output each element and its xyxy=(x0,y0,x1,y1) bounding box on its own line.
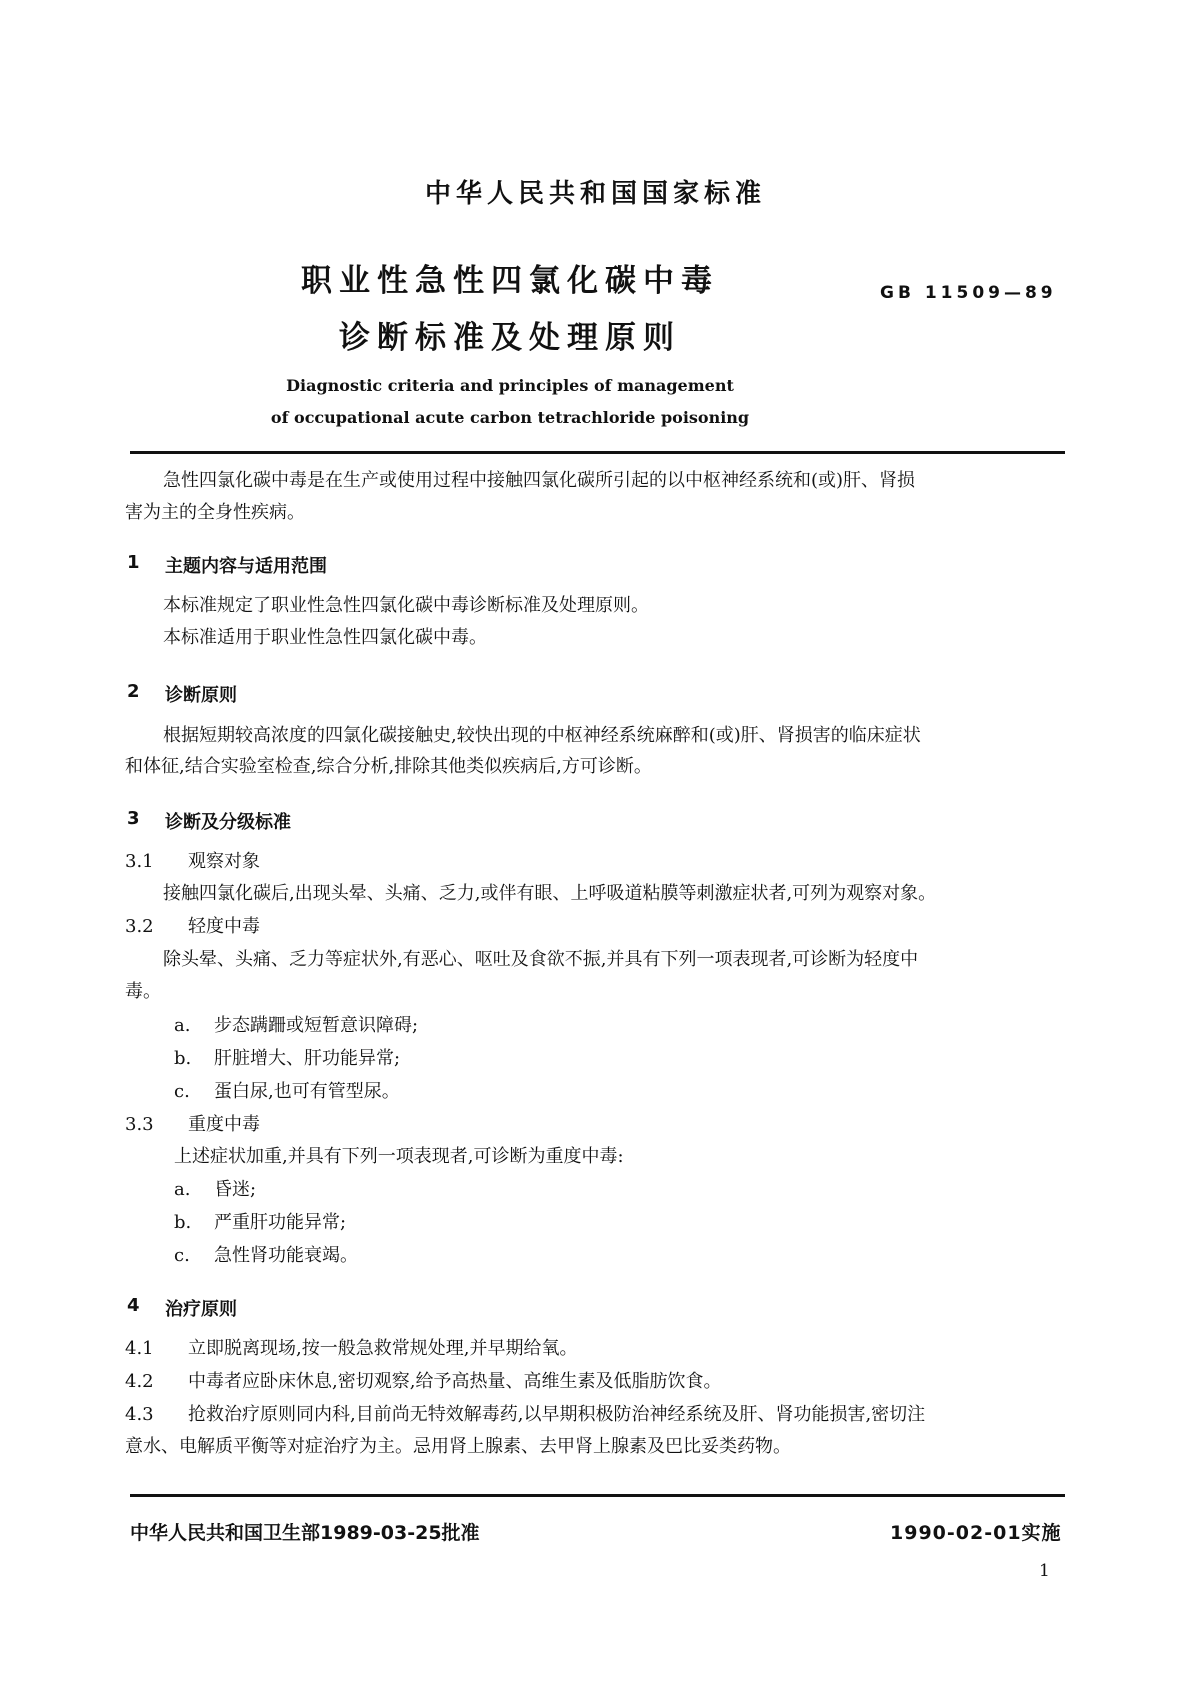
list-item: 昏迷; xyxy=(214,1179,257,1200)
section-4-3-number: 4.3 xyxy=(125,1404,154,1425)
effective-date: 1990-02-01实施 xyxy=(890,1522,1062,1544)
section-2-line-1: 根据短期较高浓度的四氯化碳接触史,较快出现的中枢神经系统麻醉和(或)肝、肾损害的临床症状 xyxy=(163,725,921,746)
header-divider xyxy=(130,451,1065,454)
section-4-number: 4 xyxy=(127,1295,140,1316)
title-line-1: 职业性急性四氯化碳中毒 xyxy=(301,263,719,299)
section-1-number: 1 xyxy=(127,552,140,573)
section-1-para-2: 本标准适用于职业性急性四氯化碳中毒。 xyxy=(163,627,487,648)
section-3-number: 3 xyxy=(127,808,140,829)
section-2-title: 诊断原则 xyxy=(165,685,237,706)
intro-line-1: 急性四氯化碳中毒是在生产或使用过程中接触四氯化碳所引起的以中枢神经系统和(或)肝、肾损 xyxy=(163,470,916,491)
section-4-1-number: 4.1 xyxy=(125,1338,154,1359)
page-number: 1 xyxy=(1039,1561,1050,1581)
list-item-marker: a. xyxy=(174,1179,191,1200)
section-4-2-text: 中毒者应卧床休息,密切观察,给予高热量、高维生素及低脂肪饮食。 xyxy=(188,1371,722,1392)
section-3-3-text: 上述症状加重,并具有下列一项表现者,可诊断为重度中毒: xyxy=(174,1146,624,1167)
title-line-2: 诊断标准及处理原则 xyxy=(339,320,681,356)
list-item: 肝脏增大、肝功能异常; xyxy=(214,1048,401,1069)
standard-code: GB 11509—89 xyxy=(880,283,1057,303)
section-2-number: 2 xyxy=(127,681,140,702)
english-title-line-1: Diagnostic criteria and principles of management xyxy=(286,376,734,395)
list-item-marker: b. xyxy=(174,1212,192,1233)
section-3-2-line-2: 毒。 xyxy=(125,981,161,1002)
list-item-marker: c. xyxy=(174,1081,190,1102)
section-4-3-line-2: 意水、电解质平衡等对症治疗为主。忌用肾上腺素、去甲肾上腺素及巴比妥类药物。 xyxy=(125,1436,791,1457)
section-3-1-title: 观察对象 xyxy=(188,851,260,872)
section-3-1-number: 3.1 xyxy=(125,851,154,872)
intro-line-2: 害为主的全身性疾病。 xyxy=(125,502,305,523)
list-item: 急性肾功能衰竭。 xyxy=(214,1245,358,1266)
section-4-3-line-1: 抢救治疗原则同内科,目前尚无特效解毒药,以早期积极防治神经系统及肝、肾功能损害,密切注 xyxy=(188,1404,926,1425)
section-1-title: 主题内容与适用范围 xyxy=(165,556,327,577)
section-3-1-text: 接触四氯化碳后,出现头晕、头痛、乏力,或伴有眼、上呼吸道粘膜等刺激症状者,可列为观察对象。 xyxy=(163,883,937,904)
approval-note: 中华人民共和国卫生部1989-03-25批准 xyxy=(130,1522,480,1544)
section-3-title: 诊断及分级标准 xyxy=(165,812,291,833)
english-title-line-2: of occupational acute carbon tetrachloride poisoning xyxy=(270,408,750,427)
list-item-marker: b. xyxy=(174,1048,192,1069)
section-3-2-title: 轻度中毒 xyxy=(188,916,260,937)
section-3-3-title: 重度中毒 xyxy=(188,1114,260,1135)
section-1-para-1: 本标准规定了职业性急性四氯化碳中毒诊断标准及处理原则。 xyxy=(163,595,649,616)
section-2-line-2: 和体征,结合实验室检查,综合分析,排除其他类似疾病后,方可诊断。 xyxy=(125,756,652,777)
section-3-3-number: 3.3 xyxy=(125,1114,154,1135)
section-4-2-number: 4.2 xyxy=(125,1371,154,1392)
section-3-2-line-1: 除头晕、头痛、乏力等症状外,有恶心、呕吐及食欲不振,并具有下列一项表现者,可诊断为轻度中 xyxy=(163,949,919,970)
list-item: 严重肝功能异常; xyxy=(214,1212,347,1233)
list-item: 步态蹒跚或短暂意识障碍; xyxy=(214,1015,419,1036)
list-item: 蛋白尿,也可有管型尿。 xyxy=(214,1081,400,1102)
section-4-1-text: 立即脱离现场,按一般急救常规处理,并早期给氧。 xyxy=(188,1338,578,1359)
section-4-title: 治疗原则 xyxy=(165,1299,237,1320)
footer-divider xyxy=(130,1494,1065,1497)
list-item-marker: c. xyxy=(174,1245,190,1266)
national-standard-heading: 中华人民共和国国家标准 xyxy=(424,179,766,209)
section-3-2-number: 3.2 xyxy=(125,916,154,937)
list-item-marker: a. xyxy=(174,1015,191,1036)
